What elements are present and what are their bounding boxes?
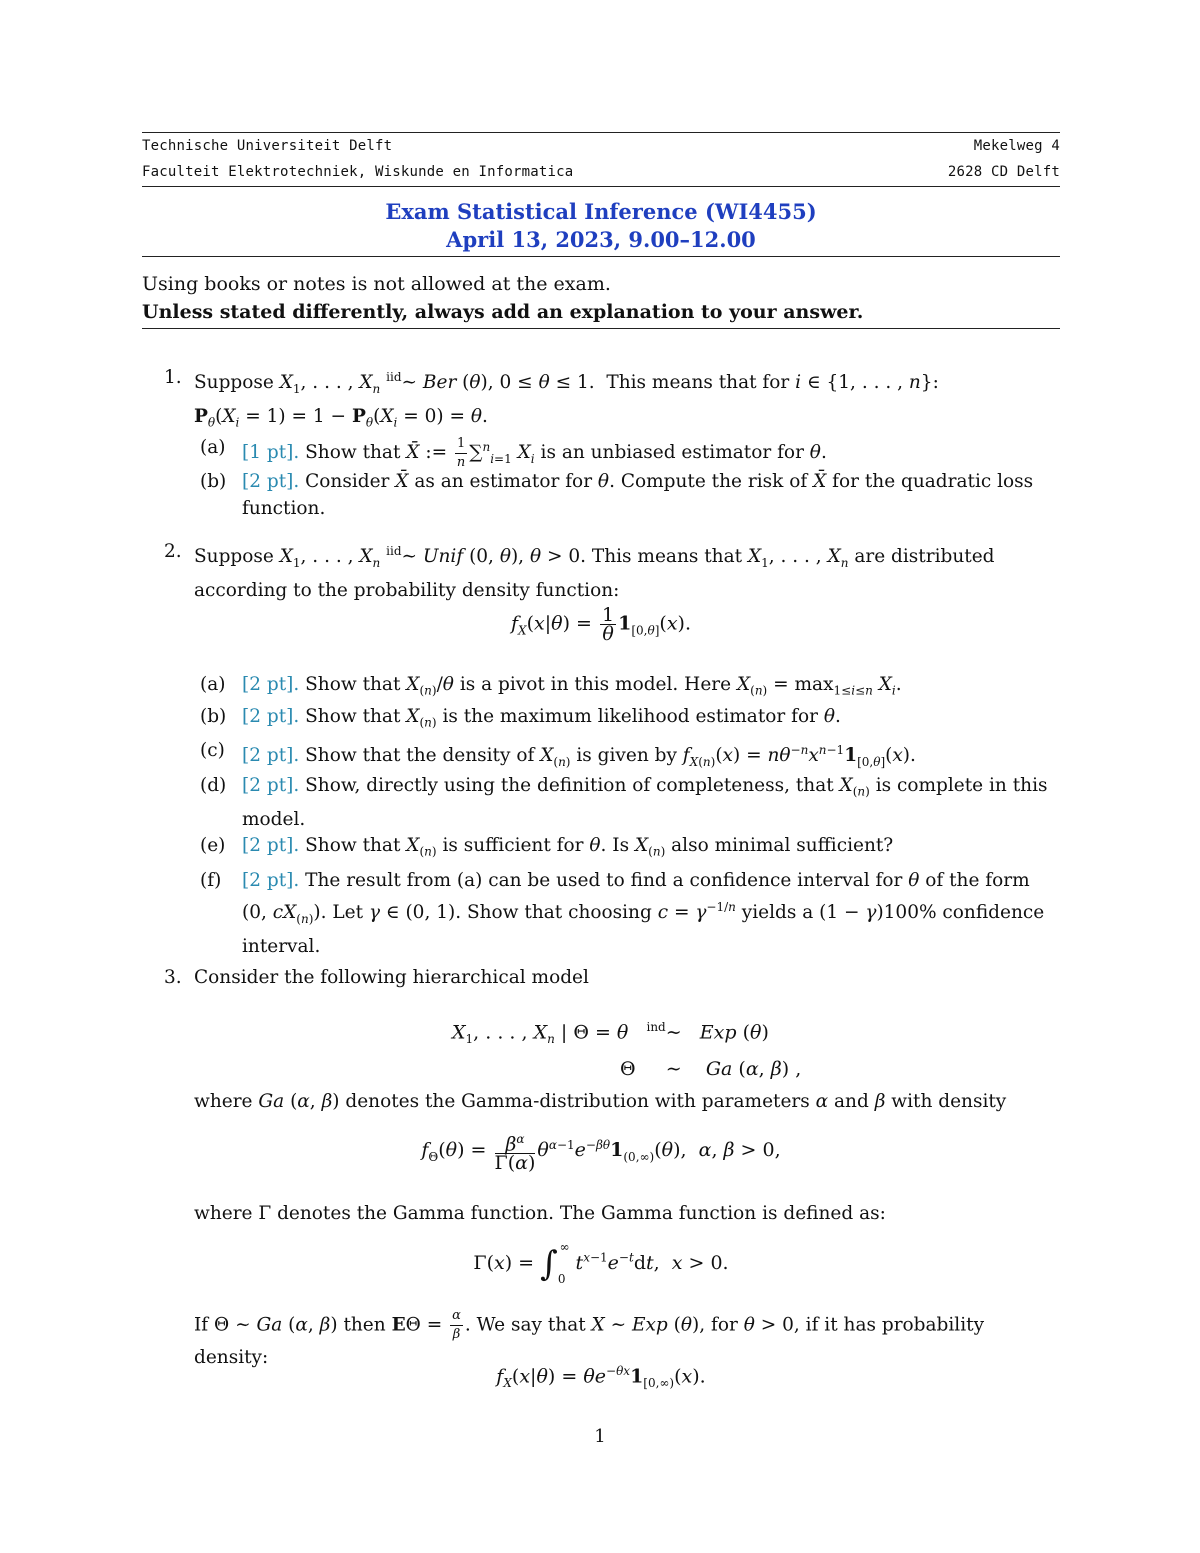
header-line-1 [142,138,1060,158]
sub-label: (a) [200,437,226,458]
faculty-name: Faculteit Elektrotechniek, Wiskunde en Informatica [142,164,574,180]
instruction-explanation: Unless stated differently, always add an explanation to your answer. [142,301,864,323]
question-1b-text: [2 pt]. Consider X̄ as an estimator for θ. Compute the risk of X̄ for the quadratic loss function. [242,471,1034,519]
question-2f-text: [2 pt]. The result from (a) can be used to find a confidence interval for θ of the form (0, $cX_{(n)}$). Let γ ∈ (0, 1). Show that choosing $c = \gamma^{-1/n}$ yields a (1 − γ)100% confidence interval. [242,870,1045,957]
question-2e-text: [2 pt]. Show that $X_{(n)}$ is sufficient for θ. Is $X_{(n)}$ also minimal sufficient? [242,835,894,859]
sub-label: (b) [200,706,227,727]
instructions [142,270,863,326]
sub-label: (c) [200,740,225,761]
gamma-function-text: where Γ denotes the Gamma function. The Gamma function is defined as: [194,1203,886,1224]
sub-label: (d) [200,775,227,796]
exam-date: April 13, 2023, 9.00–12.00 [446,227,756,252]
sub-label: (f) [200,870,222,891]
intro-rule [142,328,1060,329]
question-2a-text: [2 pt]. Show that $X_{(n)}/\theta$ is a pivot in this model. Here $X_{(n)} = \max_{1\le i\le n} X_i$. [242,674,902,698]
points: [2 pt]. [242,870,300,891]
question-2b-text: [2 pt]. Show that $X_{(n)}$ is the maximum likelihood estimator for θ. [242,706,841,730]
header-bottom-rule [142,186,1060,187]
exponential-intro-text: If Θ ∼ Ga (α, β) then EΘ = $\frac{\alpha}{\beta}$ . We say that X ∼ Exp (θ), for θ > 0, if it has probability density: [194,1308,985,1368]
points: [2 pt]. [242,745,300,767]
equation-uniform-density: $f_X(x|\theta)$ = $\frac{1}{\theta}$ $1_{[0,\theta]}(x)$. [511,604,691,645]
header-line-2 [142,164,1060,184]
question-number: 3. [164,967,182,988]
title-rule [142,256,1060,257]
university-name: Technische Universiteit Delft [142,138,393,154]
points: [2 pt]. [242,835,300,856]
question-3-text: Consider the following hierarchical model [194,967,589,988]
page-number: 1 [594,1426,606,1447]
equation-gamma-density: $f_\Theta(\theta)$ = $\frac{\beta^\alpha}{\Gamma(\alpha)}$ $\theta^{\alpha-1}e^{-\beta\theta}1_{(0,\infty)}(\theta)$, α, β > 0, [421,1132,781,1175]
gamma-intro-text: where Ga (α, β) denotes the Gamma-distribution with parameters α and β with density [194,1091,1007,1112]
equation-hierarchical-model: $X_1$, . . . , $X_n$ | Θ = θ $^{ind}$∼ Exp (θ) Θ ∼ Ga (α, β) , [452,1020,802,1081]
exam-title-line-1: Exam Statistical Inference (WI4455) [385,199,817,224]
question-2-text: Suppose $X_1$, . . . , $X_n$ $^{iid}$∼ Unif (0, θ), θ > 0. This means that $X_1$, . . . , $X_n$ are distributed according to the probability density function: [194,544,995,601]
instruction-books: Using books or notes is not allowed at the exam. [142,273,611,295]
exam-title [142,198,1060,254]
street-address: Mekelweg 4 [973,138,1060,154]
question-number: 2. [164,541,182,562]
sub-label: (a) [200,674,226,695]
question-1-text: Suppose $X_1$, . . . , $X_n$ $^{iid}$∼ Ber (θ), 0 ≤ θ ≤ 1. This means that for i ∈ {1, . . . , n}: $P_\theta(X_i = 1) = 1 - P_\theta(X_i = 0) = \theta$. [194,370,939,430]
question-number: 1. [164,367,182,388]
postal-address: 2628 CD Delft [947,164,1060,180]
equation-gamma-function: $\Gamma(x) = \int_0^\infty$ $t^{x-1}e^{-t}dt$, x > 0. [473,1240,729,1286]
question-1a-text: [1 pt]. Show that X̄ := $\frac{1}{n}$ ∑$^n_{i=1}$ $X_i$ is an unbiased estimator for θ. [242,435,827,470]
equation-exponential-density: $f_X(x|\theta) = \theta e^{-\theta x}1_{[0,\infty)}(x)$. [496,1364,706,1391]
points: [2 pt]. [242,471,300,492]
points: [2 pt]. [242,706,300,727]
question-2d-text: [2 pt]. Show, directly using the definition of completeness, that $X_{(n)}$ is complete in this model. [242,775,1048,830]
sub-label: (b) [200,471,227,492]
points: [2 pt]. [242,674,300,695]
header-top-rule [142,132,1060,133]
points: [2 pt]. [242,775,300,796]
question-2c-text: [2 pt]. Show that the density of $X_{(n)}$ is given by $f_{X(n)}(x) = n\theta^{-n}x^{n-1}1_{[0,\theta]}(x)$. [242,743,916,769]
points: [1 pt]. [242,442,300,464]
sub-label: (e) [200,835,226,856]
